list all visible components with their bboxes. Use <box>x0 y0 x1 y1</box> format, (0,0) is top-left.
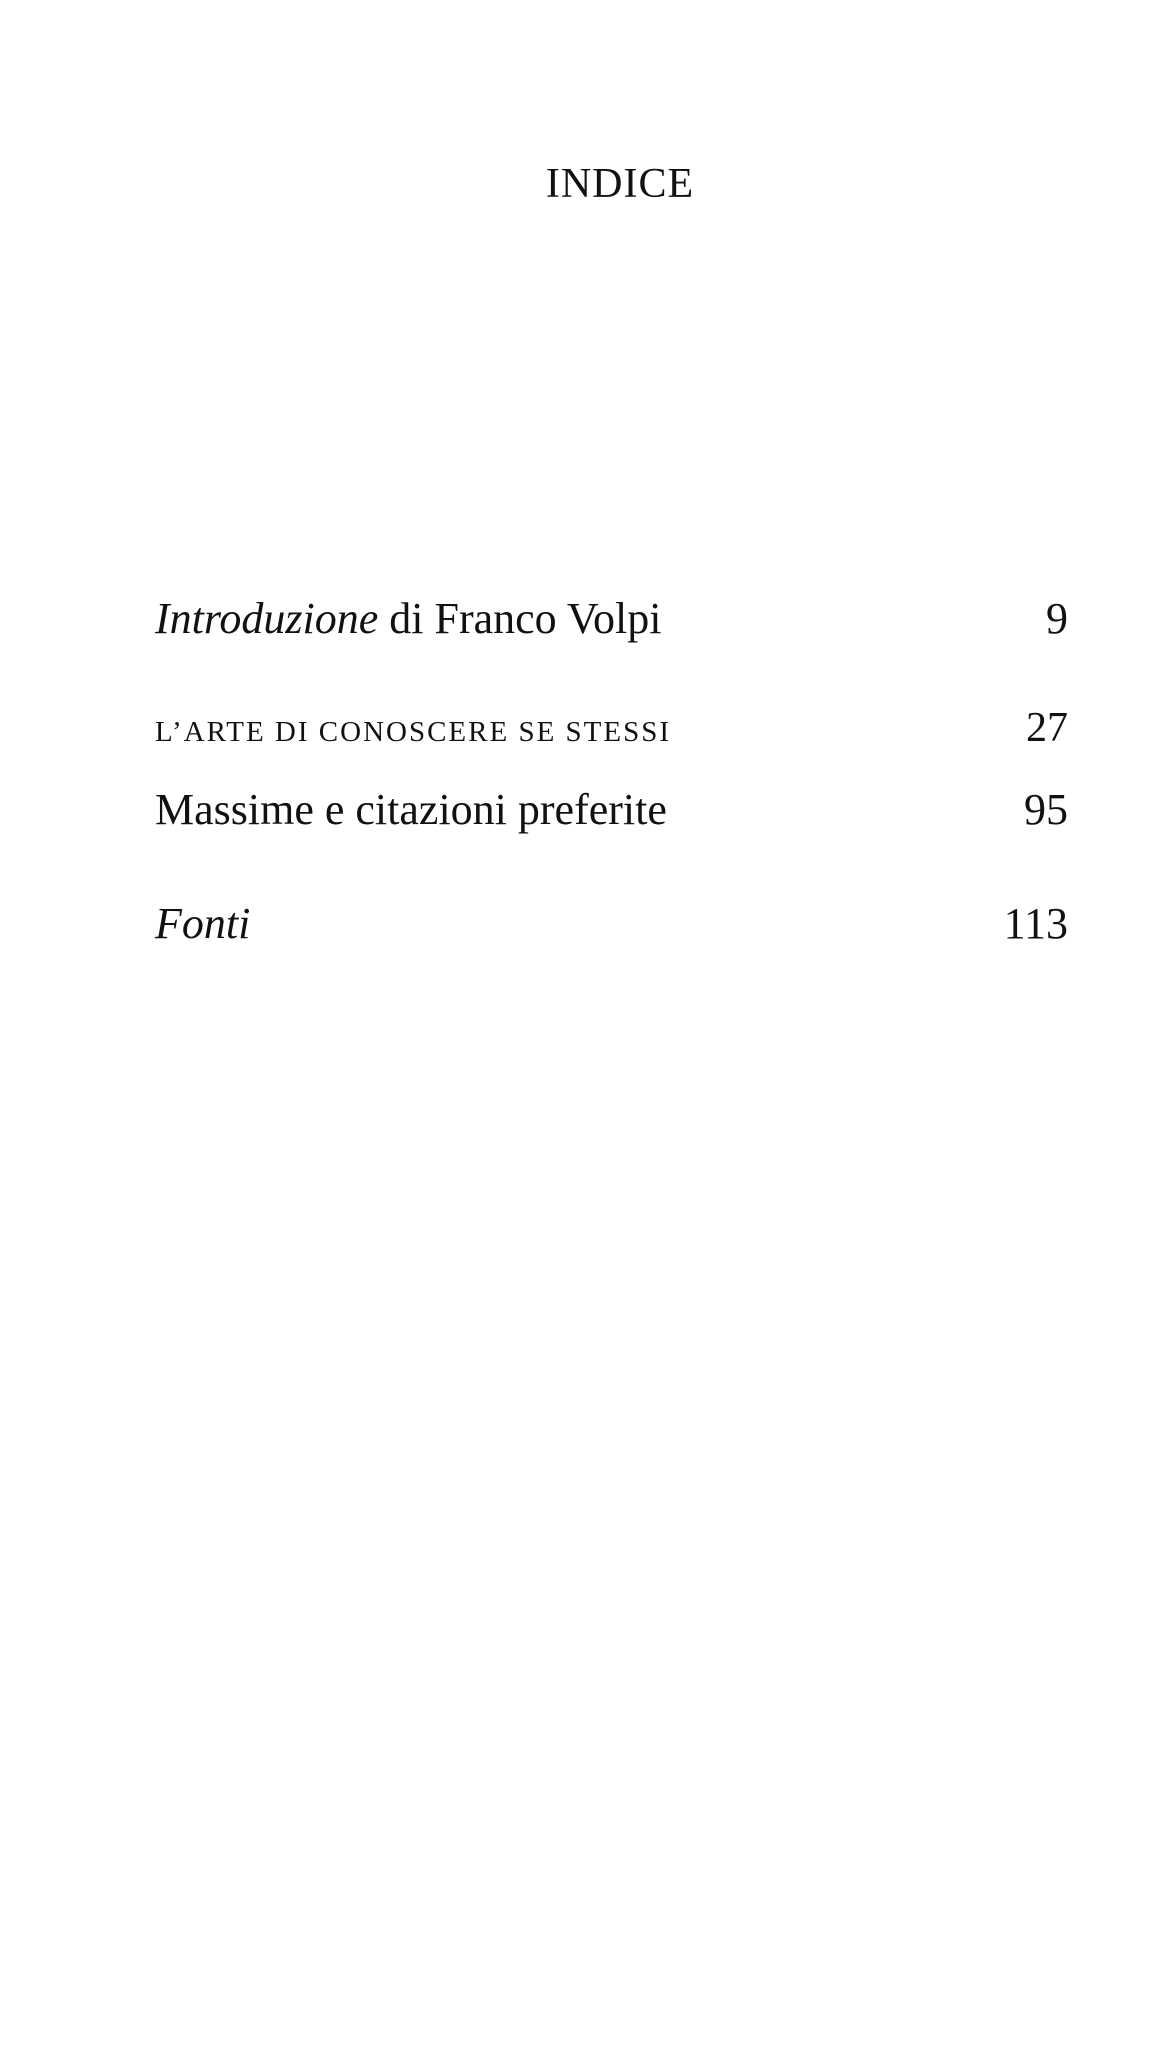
toc-entry-fonti <box>155 899 1068 948</box>
toc-entry-label: L’ARTE DI CONOSCERE SE STESSI <box>155 716 672 748</box>
page-title: INDICE <box>545 161 695 207</box>
toc-entry-page-number: 113 <box>1003 899 1068 948</box>
toc-entry-arte <box>155 707 1068 749</box>
table-of-contents <box>155 0 1068 2065</box>
toc-entry-label <box>155 594 662 643</box>
toc-entry-page-number: 27 <box>1026 705 1068 751</box>
toc-entry-page-number: 9 <box>1046 594 1068 643</box>
toc-entry-label-italic: Introduzione <box>155 594 379 643</box>
toc-entry-massime <box>155 785 1068 834</box>
toc-entry-label-author: di Franco Volpi <box>378 594 662 643</box>
toc-entry-page-number: 95 <box>1024 785 1068 834</box>
toc-entry-label: Massime e citazioni preferite <box>155 785 667 834</box>
toc-entry-label: Fonti <box>155 899 251 948</box>
toc-entry-introduzione <box>155 594 1068 643</box>
